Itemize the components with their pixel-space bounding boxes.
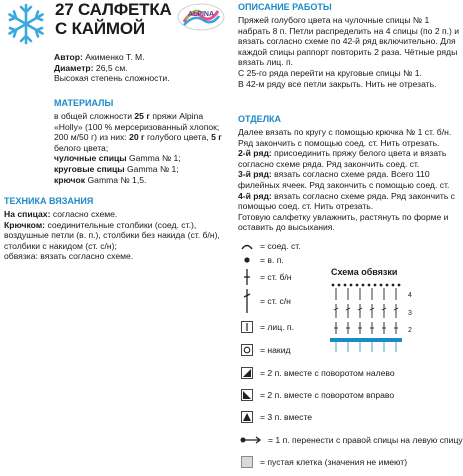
legend-item: = ст. б/н (240, 266, 292, 288)
dot-icon (240, 253, 254, 267)
empty-icon (240, 455, 254, 469)
materials-heading: МАТЕРИАЛЫ (54, 98, 114, 108)
materials-section: МАТЕРИАЛЫ в общей сложности 25 г пряжи Alpina «Holly» (100 % мерсеризованный хлопок; 200 м/50 г) из них: 20 г голубого цвета, 5 г белого цвета; чулочные спицы Gamma № 1; круговые спицы Gamma № 1; крючок Gamma № 1,5. (54, 98, 229, 185)
dc-icon (240, 287, 254, 315)
snowflake-icon (4, 2, 48, 46)
scheme-blue-row (330, 338, 402, 342)
k2tog-left-icon (240, 366, 254, 380)
row-number: 4 (408, 292, 412, 299)
scheme-top-row (332, 284, 401, 287)
page-title: 27 САЛФЕТКА С КАЙМОЙ (55, 0, 172, 38)
legend-item: = накид (240, 343, 291, 357)
arc-icon (240, 239, 254, 253)
scheme-base (336, 342, 396, 352)
legend-item: = пустая клетка (значения не имеют) (240, 455, 407, 469)
legend-item: = ст. с/н (240, 287, 291, 315)
row-number: 2 (408, 327, 412, 334)
finishing-section: ОТДЕЛКА Далее вязать по кругу с помощью крючка № 1 ст. б/н. Ряд закончить с помощью соед. ст. Нить отрезать. 2-й ряд: присоединить пряжу белого цвета и вязать согласно схеме ряда. Ряд закончить соед. ст. 3-й ряд: вязать согласно схеме ряда. Всего 110 филейных ячеек. Ряд закончить с помощью соед. ст. 4-й ряд: вязать согласно схеме ряда. Ряд закончить с помощью соед. ст. Нить отрезать. Готовую салфетку увлажнить, растянуть по форме и оставить до высыхания. (238, 114, 460, 233)
k3tog-icon (240, 410, 254, 424)
row-number: 3 (408, 310, 412, 317)
scheme-title: Схема обвязки (331, 267, 398, 277)
meta-block: Автор: Акименко Т. М. Диаметр: 26,5 см. Высокая степень сложности. (54, 52, 170, 84)
k2tog-right-icon (240, 388, 254, 402)
description-heading: ОПИСАНИЕ РАБОТЫ (238, 2, 332, 12)
knit-icon (240, 320, 254, 334)
finishing-heading: ОТДЕЛКА (238, 114, 281, 124)
sc-icon (240, 266, 254, 288)
technique-section: ТЕХНИКА ВЯЗАНИЯ На спицах: согласно схеме. Крючком: соединительные столбики (соед. ст.), воздушные петли (в. п.), столбики без накида (ст. б/н), столбики с накидом (ст. с/н); обвязка: вязать согласно схеме. (4, 196, 229, 262)
legend-item: = 3 п. вместе (240, 410, 312, 424)
legend-item: = в. п. (240, 253, 284, 267)
description-section: ОПИСАНИЕ РАБОТЫ Пряжей голубого цвета на чулочные спицы № 1 набрать 8 п. Петли распределить на 4 спицы (по 2 п.) и вязать согласно схеме по 42-й ряд включительно. Для каждой спицы раппорт повторить 2 раза. Чётные ряды вязать лиц. п. С 25-го ряда перейти на круговые спицы № 1. В 42-м ряду все петли закрыть. Нить не отрезать. (238, 2, 460, 89)
legend-item: = 2 п. вместе с поворотом налево (240, 366, 395, 380)
legend-item: = соед. ст. (240, 239, 301, 253)
legend-item: = 1 п. перенести с правой спицы на левую спицу (240, 433, 463, 447)
legend-item: = лиц. п. (240, 320, 294, 334)
yarnover-icon (240, 343, 254, 357)
scheme-chart (330, 280, 425, 352)
alpina-logo (176, 2, 226, 32)
scheme-rows (334, 288, 398, 334)
legend-item: = 2 п. вместе с поворотом вправо (240, 388, 394, 402)
technique-heading: ТЕХНИКА ВЯЗАНИЯ (4, 196, 94, 206)
svg-text:ALPINA: ALPINA (187, 11, 215, 18)
transfer-icon (240, 433, 262, 447)
